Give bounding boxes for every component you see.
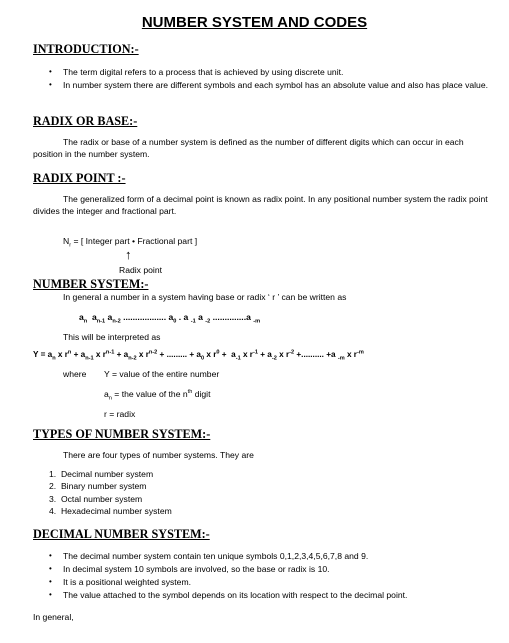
where-y: Y = value of the entire number (104, 369, 220, 379)
decimal-bullet-1: The decimal number system contain ten unique symbols 0,1,2,3,4,5,6,7,8 and 9. (63, 551, 369, 561)
radix-formula: $N_r$ = [ Integer part • Fractional part ] (63, 236, 198, 249)
intro-bullet-1: The term digital refers to a process that is achieved by using discrete unit. (63, 67, 344, 77)
bullet-icon: • (49, 551, 52, 560)
bullet-icon: • (49, 577, 52, 586)
interpretation-label: This will be interpreted as (63, 332, 161, 342)
where-an: $a_n$ = the value of the $n^{th}$ digit (104, 389, 211, 402)
introduction-heading: INTRODUCTION:- (33, 42, 139, 56)
number-system-heading: NUMBER SYSTEM:- (33, 277, 149, 291)
types-intro: There are four types of number systems. They are (63, 450, 254, 460)
number-system-line1: In general a number in a system having base or radix ‘ r ’ can be written as (63, 292, 347, 302)
type-item-2: 2. Binary number system (49, 481, 147, 491)
types-heading: TYPES OF NUMBER SYSTEM:- (33, 427, 211, 441)
arrow-up-icon: ↑ (125, 247, 132, 262)
intro-bullet-2: In number system there are different symbols and each symbol has an absolute value and also has place value. (63, 80, 489, 90)
where-label: where (63, 369, 87, 379)
number-expression: $a_n$ $a_{n-1}$ $a_{n-2}$ .................. $a_0$ . a $_{-1}$ a $_{-2}$ ..............a $_{-m}$ (79, 312, 261, 325)
decimal-footer: In general, (33, 612, 74, 622)
where-r: r = radix (104, 409, 136, 419)
bullet-icon: • (49, 67, 52, 76)
bullet-icon: • (49, 80, 52, 89)
decimal-bullet-4: The value attached to the symbol depends on its location with respect to the decimal point. (63, 590, 408, 600)
radix-point-heading: RADIX POINT :- (33, 171, 126, 185)
decimal-bullet-2: In decimal system 10 symbols are involved, so the base or radix is 10. (63, 564, 330, 574)
radix-paragraph: The radix or base of a number system is defined as the number of different digits which can occur in each position in the number system. (33, 137, 464, 160)
type-item-4: 4. Hexadecimal number system (49, 506, 172, 516)
radix-point-paragraph: The generalized form of a decimal point is known as radix point. In any positional number system the radix point divides the integer and fractional part. (33, 194, 488, 217)
radix-point-caption: Radix point (119, 265, 162, 275)
type-item-1: 1. Decimal number system (49, 469, 154, 479)
bullet-icon: • (49, 590, 52, 599)
decimal-bullet-3: It is a positional weighted system. (63, 577, 192, 587)
bullet-icon: • (49, 564, 52, 573)
decimal-heading: DECIMAL NUMBER SYSTEM:- (33, 527, 210, 541)
type-item-3: 3. Octal number system (49, 494, 143, 504)
radix-heading: RADIX OR BASE:- (33, 114, 138, 128)
expansion-formula: $Y = a_n$ x $r^n + a_{n-1}$ x $r^{n-1} + a_{n-2}$ x $r^{n-2}$ + ......... + $a_0$ x $r^0 + a_{-1}$ x $r^{-1} + a_{-2}$ x $r^{-2}$ +.......... +a $_{-m}$ x $r^{-m}$ (33, 349, 364, 362)
page-title: NUMBER SYSTEM AND CODES (141, 14, 368, 31)
